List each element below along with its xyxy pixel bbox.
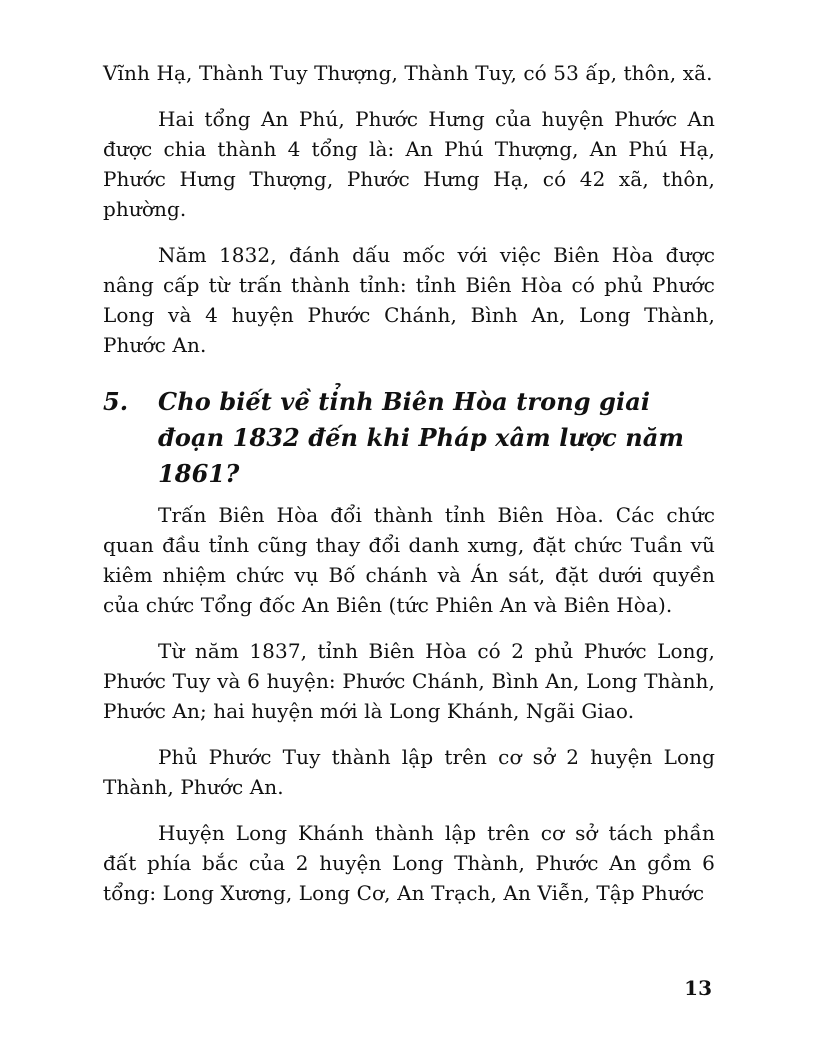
paragraph: Năm 1832, đánh dấu mốc với việc Biên Hòa được nâng cấp từ trấn thành tỉnh: tỉnh Biên Hòa có phủ Phước Long và 4 huyện Phước Chánh, Bình An, Long Thành, Phước An.: [103, 243, 715, 357]
section-heading: [103, 384, 715, 492]
section-number: 5.: [103, 387, 129, 416]
paragraph-continuation: Vĩnh Hạ, Thành Tuy Thượng, Thành Tuy, có 53 ấp, thôn, xã.: [103, 61, 713, 85]
paragraph: Trấn Biên Hòa đổi thành tỉnh Biên Hòa. Các chức quan đầu tỉnh cũng thay đổi danh xưng, đặt chức Tuần vũ kiêm nhiệm chức vụ Bố chánh và Án sát, đặt dưới quyền của chức Tổng đốc An Biên (tức Phiên An và Biên Hòa).: [103, 503, 715, 617]
section-title: Cho biết về tỉnh Biên Hòa trong giai đoạn 1832 đến khi Pháp xâm lược năm 1861?: [158, 387, 684, 488]
paragraph: Huyện Long Khánh thành lập trên cơ sở tách phần đất phía bắc của 2 huyện Long Thành, Phước An gồm 6 tổng: Long Xương, Long Cơ, An Trạch, An Viễn, Tập Phước: [103, 821, 715, 905]
paragraph: Hai tổng An Phú, Phước Hưng của huyện Phước An được chia thành 4 tổng là: An Phú Thượng, An Phú Hạ, Phước Hưng Thượng, Phước Hưng Hạ, có 42 xã, thôn, phường.: [103, 107, 715, 221]
paragraph: Từ năm 1837, tỉnh Biên Hòa có 2 phủ Phước Long, Phước Tuy và 6 huyện: Phước Chánh, Bình An, Long Thành, Phước An; hai huyện mới là Long Khánh, Ngãi Giao.: [103, 639, 715, 723]
body-text: [103, 58, 715, 924]
page-number: 13: [684, 976, 712, 1000]
paragraph: Phủ Phước Tuy thành lập trên cơ sở 2 huyện Long Thành, Phước An.: [103, 745, 715, 799]
